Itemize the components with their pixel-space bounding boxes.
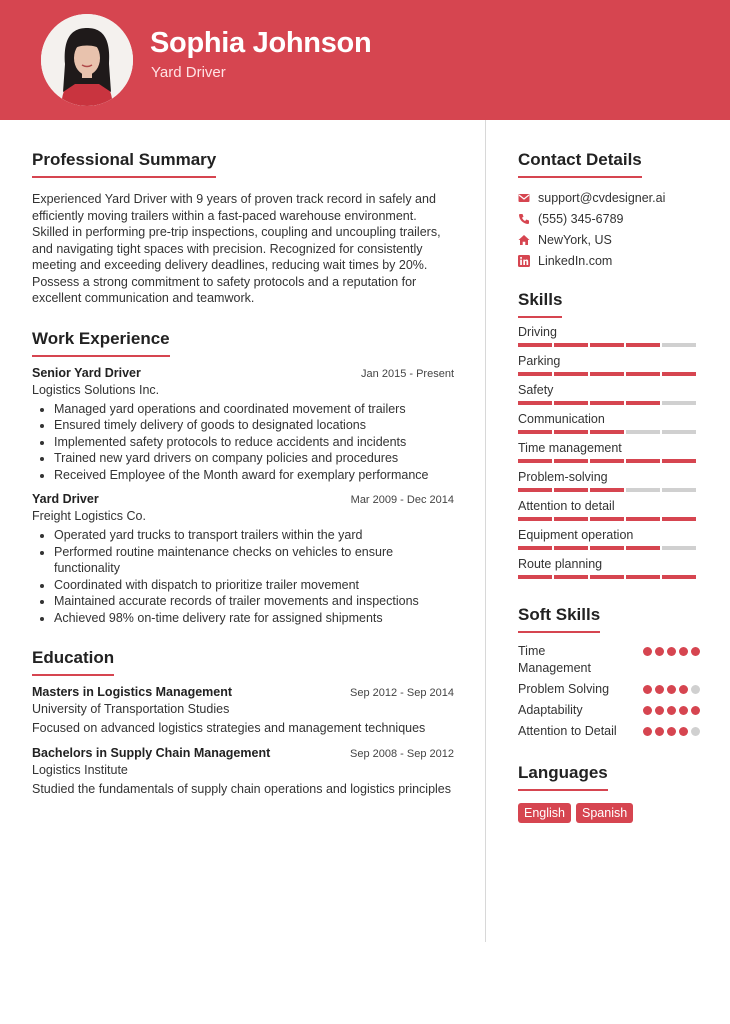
job-bullet: • Operated yard trucks to transport trailers within the yard xyxy=(54,527,454,544)
home-icon xyxy=(518,234,530,246)
job-bullet: • Maintained accurate records of trailer movements and inspections xyxy=(54,593,454,610)
skill-level-segment xyxy=(662,575,696,579)
education-section xyxy=(32,648,454,798)
rating-dot xyxy=(655,706,664,715)
rating-dot xyxy=(667,706,676,715)
education-entry xyxy=(32,746,454,798)
rating-dot xyxy=(655,727,664,736)
job-title: Yard Driver xyxy=(32,492,99,506)
school-name: Logistics Institute xyxy=(32,763,128,777)
language-tag: Spanish xyxy=(576,803,633,823)
header-banner xyxy=(0,0,730,120)
skill-level-bar xyxy=(518,488,700,492)
contact-location-text: NewYork, US xyxy=(538,232,612,247)
skill-level-segment xyxy=(590,546,624,550)
skills-section xyxy=(518,290,700,579)
job-bullet: • Managed yard operations and coordinated movement of trailers xyxy=(54,401,454,418)
languages-section xyxy=(518,763,700,823)
skill-name: Safety xyxy=(518,383,554,397)
skill-level-segment xyxy=(518,343,552,347)
job-title: Senior Yard Driver xyxy=(32,365,141,380)
soft-skill-name: Time Management xyxy=(518,644,591,675)
email-icon xyxy=(518,192,530,204)
skill-level-segment xyxy=(518,430,552,434)
skill-level-segment xyxy=(590,430,624,434)
job-company: Logistics Solutions Inc. xyxy=(32,382,160,397)
soft-skill-item xyxy=(518,681,700,698)
skill-level-segment xyxy=(518,517,552,521)
job-bullet: • Performed routine maintenance checks on vehicles to ensure functionality xyxy=(54,544,454,577)
skill-level-bar xyxy=(518,372,700,376)
skill-level-segment xyxy=(518,372,552,376)
skill-name: Route planning xyxy=(518,557,603,571)
job-bullets xyxy=(32,527,454,626)
skill-level-segment xyxy=(626,430,660,434)
linkedin-icon xyxy=(518,255,530,267)
education-entry xyxy=(32,685,454,737)
skill-level-segment xyxy=(662,459,696,463)
education-date: Sep 2008 - Sep 2012 xyxy=(350,748,454,760)
skill-level-segment xyxy=(554,430,588,434)
skill-level-segment xyxy=(626,343,660,347)
candidate-role: Yard Driver xyxy=(151,64,226,81)
skill-level-segment xyxy=(626,546,660,550)
languages-heading: Languages xyxy=(518,763,608,791)
skill-level-segment xyxy=(590,401,624,405)
skill-level-segment xyxy=(554,488,588,492)
skill-level-segment xyxy=(590,459,624,463)
skill-level-segment xyxy=(554,546,588,550)
rating-dot xyxy=(643,685,652,694)
soft-skill-name: Problem Solving xyxy=(518,682,610,696)
education-description: Studied the fundamentals of supply chain operations and logistics principles xyxy=(32,782,452,796)
skill-name: Driving xyxy=(518,325,557,339)
skill-level-segment xyxy=(626,517,660,521)
skill-level-segment xyxy=(554,517,588,521)
skill-level-segment xyxy=(590,517,624,521)
rating-dot xyxy=(643,727,652,736)
skill-name: Problem-solving xyxy=(518,470,608,484)
soft-skills-list xyxy=(518,643,700,740)
skill-name: Time management xyxy=(518,441,622,455)
skill-item xyxy=(518,412,700,434)
soft-skills-section xyxy=(518,605,700,740)
education-description: Focused on advanced logistics strategies and management techniques xyxy=(32,721,426,735)
skill-level-segment xyxy=(554,459,588,463)
job-entry xyxy=(32,492,454,626)
side-column xyxy=(518,150,700,823)
contact-email[interactable] xyxy=(518,187,700,208)
skill-level-bar xyxy=(518,401,700,405)
job-bullet: • Achieved 98% on-time delivery rate for assigned shipments xyxy=(54,610,454,627)
rating-dot xyxy=(667,685,676,694)
skill-level-bar xyxy=(518,546,700,550)
experience-section xyxy=(32,329,454,627)
skill-level-segment xyxy=(518,546,552,550)
phone-icon xyxy=(518,213,530,225)
job-bullet: • Implemented safety protocols to reduce accidents and incidents xyxy=(54,434,454,451)
skill-level-segment xyxy=(590,343,624,347)
rating-dot xyxy=(667,727,676,736)
job-date: Mar 2009 - Dec 2014 xyxy=(350,494,454,506)
rating-dot xyxy=(691,727,700,736)
summary-text: Experienced Yard Driver with 9 years of proven track record in safely and efficiently moving trailers within a fast-paced warehouse environment. Skilled in performing pre-trip inspections, coupling and uncoupling trailers, and navigating tight spaces with precision. Recognized for consistently meeting and exceeding delivery deadlines, reducing wait times by 20%. Possess a strong commitment to safety protocols and a reputation for excellent communication and teamwork. xyxy=(32,192,441,305)
skill-level-segment xyxy=(662,343,696,347)
rating-dot xyxy=(643,647,652,656)
rating-dot xyxy=(655,685,664,694)
contact-linkedin-text: LinkedIn.com xyxy=(538,253,613,268)
summary-heading: Professional Summary xyxy=(32,150,216,178)
soft-skill-item xyxy=(518,643,700,677)
skill-level-segment xyxy=(518,401,552,405)
skill-item xyxy=(518,499,700,521)
job-company: Freight Logistics Co. xyxy=(32,509,146,523)
skill-item xyxy=(518,528,700,550)
job-bullet: • Trained new yard drivers on company policies and procedures xyxy=(54,450,454,467)
skill-level-segment xyxy=(662,546,696,550)
profile-photo xyxy=(41,14,133,106)
skill-item xyxy=(518,441,700,463)
soft-skill-item xyxy=(518,702,700,719)
rating-dot xyxy=(679,727,688,736)
education-heading: Education xyxy=(32,648,114,676)
column-divider xyxy=(485,120,486,942)
language-tags xyxy=(518,803,700,823)
skill-level-segment xyxy=(626,488,660,492)
rating-dot xyxy=(655,647,664,656)
education-date: Sep 2012 - Sep 2014 xyxy=(350,687,454,699)
contact-location xyxy=(518,229,700,250)
skill-level-bar xyxy=(518,430,700,434)
skill-name: Communication xyxy=(518,412,605,426)
soft-skill-name: Adaptability xyxy=(518,703,583,717)
rating-dot xyxy=(691,706,700,715)
main-column xyxy=(32,150,454,798)
skill-name: Equipment operation xyxy=(518,528,634,542)
soft-skill-name: Attention to Detail xyxy=(518,724,617,738)
job-entry xyxy=(32,366,454,484)
skill-level-segment xyxy=(554,372,588,376)
skill-level-segment xyxy=(554,401,588,405)
skill-level-segment xyxy=(518,459,552,463)
skill-level-segment xyxy=(662,517,696,521)
skill-level-segment xyxy=(590,372,624,376)
skill-level-segment xyxy=(626,401,660,405)
skill-item xyxy=(518,470,700,492)
skill-level-bar xyxy=(518,343,700,347)
job-bullet: • Received Employee of the Month award for exemplary performance xyxy=(54,467,454,484)
skill-name: Attention to detail xyxy=(518,499,615,513)
rating-dot xyxy=(691,685,700,694)
job-bullet: • Ensured timely delivery of goods to designated locations xyxy=(54,417,454,434)
skill-level-segment xyxy=(518,575,552,579)
skill-item xyxy=(518,325,700,347)
rating-dot xyxy=(667,647,676,656)
skills-list xyxy=(518,325,700,579)
soft-skill-rating xyxy=(640,685,700,694)
skill-level-bar xyxy=(518,459,700,463)
skill-level-segment xyxy=(554,575,588,579)
rating-dot xyxy=(679,706,688,715)
skill-level-segment xyxy=(554,343,588,347)
summary-section xyxy=(32,150,454,307)
contact-section xyxy=(518,150,700,271)
degree-title: Bachelors in Supply Chain Management xyxy=(32,746,271,760)
contact-email-text: support@cvdesigner.ai xyxy=(538,190,666,205)
soft-skill-item xyxy=(518,723,700,740)
skill-item xyxy=(518,557,700,579)
skill-level-segment xyxy=(626,459,660,463)
skill-level-bar xyxy=(518,517,700,521)
soft-skill-rating xyxy=(640,727,700,736)
skill-level-segment xyxy=(590,488,624,492)
skill-level-bar xyxy=(518,575,700,579)
language-tag: English xyxy=(518,803,571,823)
rating-dot xyxy=(691,647,700,656)
candidate-name: Sophia Johnson xyxy=(150,27,372,59)
soft-skill-rating xyxy=(640,706,700,715)
skill-level-segment xyxy=(662,372,696,376)
contact-phone[interactable] xyxy=(518,208,700,229)
skill-level-segment xyxy=(662,430,696,434)
skill-item xyxy=(518,383,700,405)
job-bullets xyxy=(32,401,454,484)
contact-linkedin[interactable] xyxy=(518,250,700,271)
skill-level-segment xyxy=(590,575,624,579)
rating-dot xyxy=(643,706,652,715)
soft-skills-heading: Soft Skills xyxy=(518,605,600,633)
skill-level-segment xyxy=(626,372,660,376)
skill-level-segment xyxy=(662,401,696,405)
skill-level-segment xyxy=(626,575,660,579)
contact-heading: Contact Details xyxy=(518,150,642,178)
skills-heading: Skills xyxy=(518,290,562,318)
contact-phone-text: (555) 345-6789 xyxy=(538,211,624,226)
job-date: Jan 2015 - Present xyxy=(361,367,454,380)
school-name: University of Transportation Studies xyxy=(32,702,230,716)
experience-heading: Work Experience xyxy=(32,329,170,357)
skill-item xyxy=(518,354,700,376)
degree-title: Masters in Logistics Management xyxy=(32,685,233,699)
rating-dot xyxy=(679,685,688,694)
skill-level-segment xyxy=(518,488,552,492)
soft-skill-rating xyxy=(640,647,700,656)
skill-level-segment xyxy=(662,488,696,492)
job-bullet: • Coordinated with dispatch to prioritize trailer movement xyxy=(54,577,454,594)
skill-name: Parking xyxy=(518,354,561,368)
rating-dot xyxy=(679,647,688,656)
